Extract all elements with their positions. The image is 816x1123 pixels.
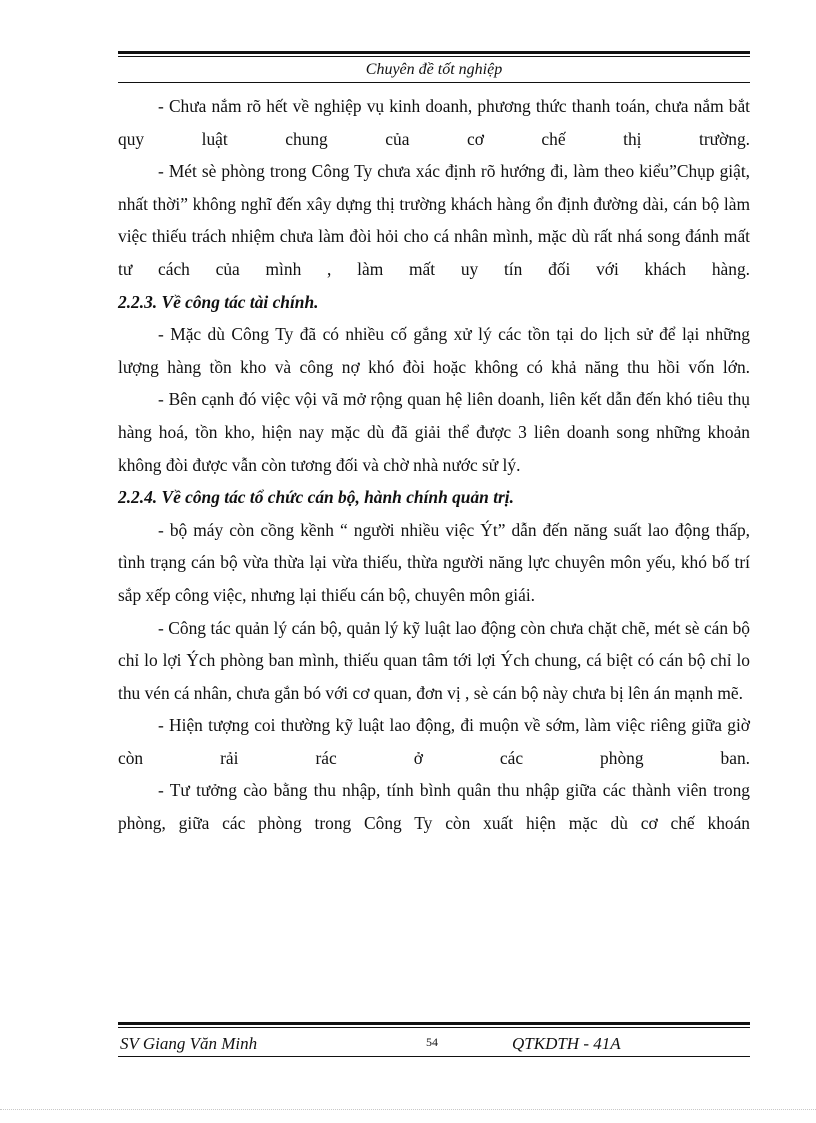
header-title: Chuyên đề tốt nghiệp [365, 61, 503, 78]
paragraph-6: - Công tác quản lý cán bộ, quản lý kỹ luật lao động còn chưa chặt chẽ, mét sè cán bộ chỉ lo lợi Ých phòng ban mình, thiếu quan tâm tới lợi Ých chung, cá biệt có cán bộ chỉ lo thu vén cá nhân, chưa gắn bó với cơ quan, đơn vị , sè cán bộ này chưa bị lên án mạnh mẽ. [118, 617, 750, 703]
footer-rule-thin [118, 1027, 750, 1028]
paragraph-2: - Mét sè phòng trong Công Ty chưa xác định rõ hướng đi, làm theo kiểu”Chụp giật, nhất thời” không nghĩ đến xây dựng thị trường khách hàng ổn định đường dài, cán bộ làm việc thiếu trách nhiệm chưa làm đòi hỏi cho cá nhân mình, mặc dù rất nhá song đánh mất tư cách của mình , làm mất uy tín đối với khách hàng. [118, 161, 750, 279]
section-heading-2-2-3: 2.2.3. Về công tác tài chính. [118, 291, 319, 312]
footer-author: SV Giang Văn Minh [120, 1034, 258, 1053]
footer-underline [118, 1056, 750, 1057]
footer-class-code: QTKDTH - 41A [512, 1034, 621, 1053]
header-rule-thick [118, 51, 750, 54]
paragraph-3: - Mặc dù Công Ty đã có nhiều cố gắng xử lý các tồn tại do lịch sử để lại những lượng hàng tồn kho và công nợ khó đòi hoặc không có khả năng thu hồi vốn lớn. [118, 324, 750, 377]
header-underline [118, 82, 750, 83]
paragraph-1: - Chưa nắm rõ hết về nghiệp vụ kinh doanh, phương thức thanh toán, chưa nắm bắt quy luật chung của cơ chế thị trường. [118, 96, 750, 149]
header-rule-thin [118, 56, 750, 57]
footer-page-number: 54 [426, 1035, 438, 1049]
paragraph-4: - Bên cạnh đó việc vội vã mở rộng quan hệ liên doanh, liên kết dẫn đến khó tiêu thụ hàng hoá, tồn kho, hiện nay mặc dù đã giải thể được 3 liên doanh song những khoản không đòi được vẫn còn tương đối và chờ nhà nước sử lý. [118, 389, 750, 475]
footer [118, 1032, 750, 1056]
paragraph-5: - bộ máy còn cồng kềnh “ người nhiều việc Ýt” dẫn đến năng suất lao động thấp, tình trạng cán bộ vừa thừa lại vừa thiếu, thừa người năng lực chuyên môn yếu, khó bố trí sắp xếp công việc, nhưng lại thiếu cán bộ, chuyên môn giái. [118, 519, 750, 605]
section-heading-2-2-4: 2.2.4. Về công tác tổ chức cán bộ, hành chính quản trị. [118, 487, 514, 508]
page-edge-dotted [0, 1109, 816, 1111]
footer-rule-thick [118, 1022, 750, 1025]
paragraph-8: - Tư tưởng cào bằng thu nhập, tính bình quân thu nhập giữa các thành viên trong phòng, giữa các phòng trong Công Ty còn xuất hiện mặc dù cơ chế khoán [118, 780, 750, 834]
paragraph-7: - Hiện tượng coi thường kỹ luật lao động, đi muộn về sớm, làm việc riêng giữa giờ còn rải rác ở các phòng ban. [118, 715, 750, 768]
body-text [118, 90, 750, 840]
